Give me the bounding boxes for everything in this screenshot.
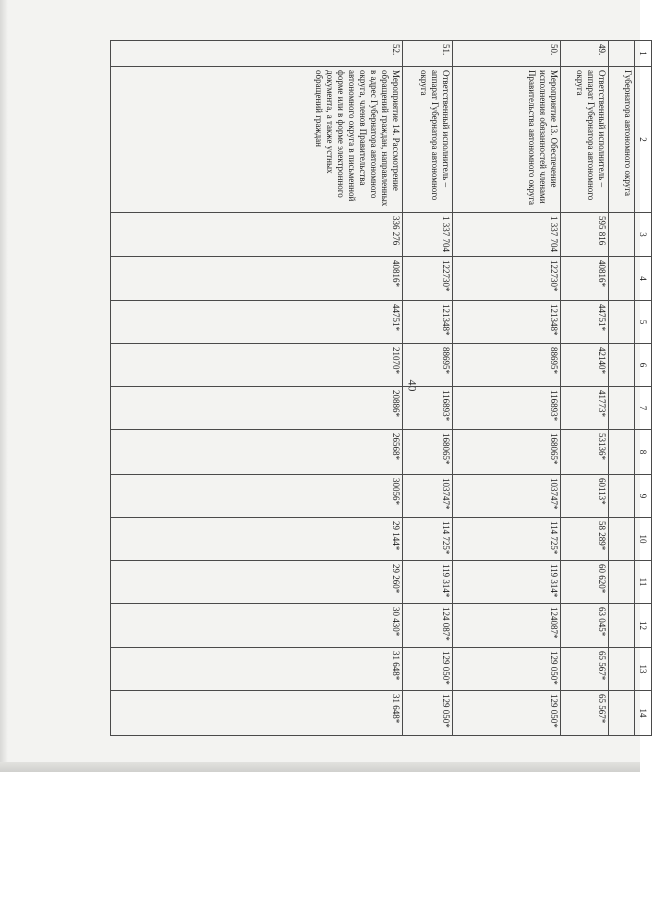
cell-value: 114 725* bbox=[453, 518, 561, 561]
cell-value: 114 725* bbox=[403, 518, 453, 561]
cell-value: 44751* bbox=[561, 301, 609, 344]
column-header: 13 bbox=[635, 648, 652, 691]
column-header: 3 bbox=[635, 213, 652, 257]
cell-value: 53136* bbox=[561, 430, 609, 475]
cell-value: 44751* bbox=[111, 301, 403, 344]
table-row bbox=[111, 41, 403, 736]
row-number bbox=[609, 41, 635, 67]
scan-edge-shadow bbox=[0, 0, 8, 770]
cell-value bbox=[609, 604, 635, 648]
cell-value: 124087* bbox=[453, 604, 561, 648]
cell-value: 168065* bbox=[403, 430, 453, 475]
row-name: Ответственный исполнитель – аппарат Губернатора автономного округа bbox=[403, 67, 453, 213]
row-name: Мероприятие 13. Обеспечение исполнения обязанностей членами Правительства автономного округа bbox=[453, 67, 561, 213]
table-row bbox=[561, 41, 609, 736]
column-header: 9 bbox=[635, 475, 652, 518]
cell-value: 31 648* bbox=[111, 648, 403, 691]
cell-value: 42140* bbox=[561, 344, 609, 387]
cell-value bbox=[609, 387, 635, 430]
cell-value: 129 050* bbox=[453, 691, 561, 736]
cell-value: 124 087* bbox=[403, 604, 453, 648]
row-number: 50. bbox=[453, 41, 561, 67]
cell-value: 88695* bbox=[403, 344, 453, 387]
cell-value: 121348* bbox=[453, 301, 561, 344]
cell-value: 336 276 bbox=[111, 213, 403, 257]
cell-value: 60113* bbox=[561, 475, 609, 518]
cell-value: 103747* bbox=[403, 475, 453, 518]
row-name: Губернатора автономного округа bbox=[609, 67, 635, 213]
cell-value bbox=[609, 344, 635, 387]
cell-value: 103747* bbox=[453, 475, 561, 518]
cell-value bbox=[609, 518, 635, 561]
column-header: 11 bbox=[635, 561, 652, 604]
column-header: 10 bbox=[635, 518, 652, 561]
cell-value: 30056* bbox=[111, 475, 403, 518]
cell-value: 121348* bbox=[403, 301, 453, 344]
column-header: 5 bbox=[635, 301, 652, 344]
table-row bbox=[403, 41, 453, 736]
cell-value: 29 144* bbox=[111, 518, 403, 561]
row-name: Ответственный исполнитель – аппарат Губернатора автономного округа bbox=[561, 67, 609, 213]
table-container bbox=[110, 40, 652, 735]
cell-value bbox=[609, 691, 635, 736]
cell-value: 129 050* bbox=[403, 691, 453, 736]
row-number: 49. bbox=[561, 41, 609, 67]
row-name: Мероприятие 14. Рассмотрение обращений граждан, направленных в адрес Губернатора автономного округа, членов Правительства автономного округа в письменной форме или в форме электронного документа, а также устных обращений граждан bbox=[111, 67, 403, 213]
cell-value: 1 337 704 bbox=[453, 213, 561, 257]
cell-value: 65 567* bbox=[561, 648, 609, 691]
cell-value: 58 289* bbox=[561, 518, 609, 561]
cell-value bbox=[609, 648, 635, 691]
cell-value: 40816* bbox=[561, 257, 609, 301]
cell-value: 122730* bbox=[453, 257, 561, 301]
budget-table bbox=[110, 40, 652, 736]
cell-value: 41773* bbox=[561, 387, 609, 430]
cell-value: 116893* bbox=[403, 387, 453, 430]
cell-value: 31 648* bbox=[111, 691, 403, 736]
scan-bottom-edge bbox=[0, 762, 640, 772]
column-header: 14 bbox=[635, 691, 652, 736]
cell-value: 119 314* bbox=[403, 561, 453, 604]
cell-value: 20886* bbox=[111, 387, 403, 430]
cell-value: 30 430* bbox=[111, 604, 403, 648]
column-header: 8 bbox=[635, 430, 652, 475]
table-row bbox=[453, 41, 561, 736]
cell-value: 129 050* bbox=[453, 648, 561, 691]
cell-value: 1 337 704 bbox=[403, 213, 453, 257]
column-header: 7 bbox=[635, 387, 652, 430]
row-number: 52. bbox=[111, 41, 403, 67]
cell-value: 29 260* bbox=[111, 561, 403, 604]
column-header: 4 bbox=[635, 257, 652, 301]
rotated-table-frame bbox=[110, 40, 652, 735]
column-header: 6 bbox=[635, 344, 652, 387]
cell-value: 129 050* bbox=[403, 648, 453, 691]
column-header: 1 bbox=[635, 41, 652, 67]
cell-value bbox=[609, 475, 635, 518]
cell-value: 65 567* bbox=[561, 691, 609, 736]
cell-value: 26568* bbox=[111, 430, 403, 475]
column-header: 12 bbox=[635, 604, 652, 648]
cell-value: 40816* bbox=[111, 257, 403, 301]
cell-value: 119 314* bbox=[453, 561, 561, 604]
cell-value: 63 045* bbox=[561, 604, 609, 648]
cell-value: 116893* bbox=[453, 387, 561, 430]
cell-value bbox=[609, 213, 635, 257]
cell-value: 60 620* bbox=[561, 561, 609, 604]
cell-value: 122730* bbox=[403, 257, 453, 301]
cell-value: 88695* bbox=[453, 344, 561, 387]
table-header-row bbox=[635, 41, 652, 736]
column-header: 2 bbox=[635, 67, 652, 213]
cell-value: 168065* bbox=[453, 430, 561, 475]
row-number: 51. bbox=[403, 41, 453, 67]
cell-value bbox=[609, 561, 635, 604]
page-number: 40 bbox=[405, 379, 420, 392]
cell-value bbox=[609, 301, 635, 344]
cell-value: 595 816 bbox=[561, 213, 609, 257]
cell-value bbox=[609, 430, 635, 475]
cell-value: 21070* bbox=[111, 344, 403, 387]
cell-value bbox=[609, 257, 635, 301]
table-row bbox=[609, 41, 635, 736]
